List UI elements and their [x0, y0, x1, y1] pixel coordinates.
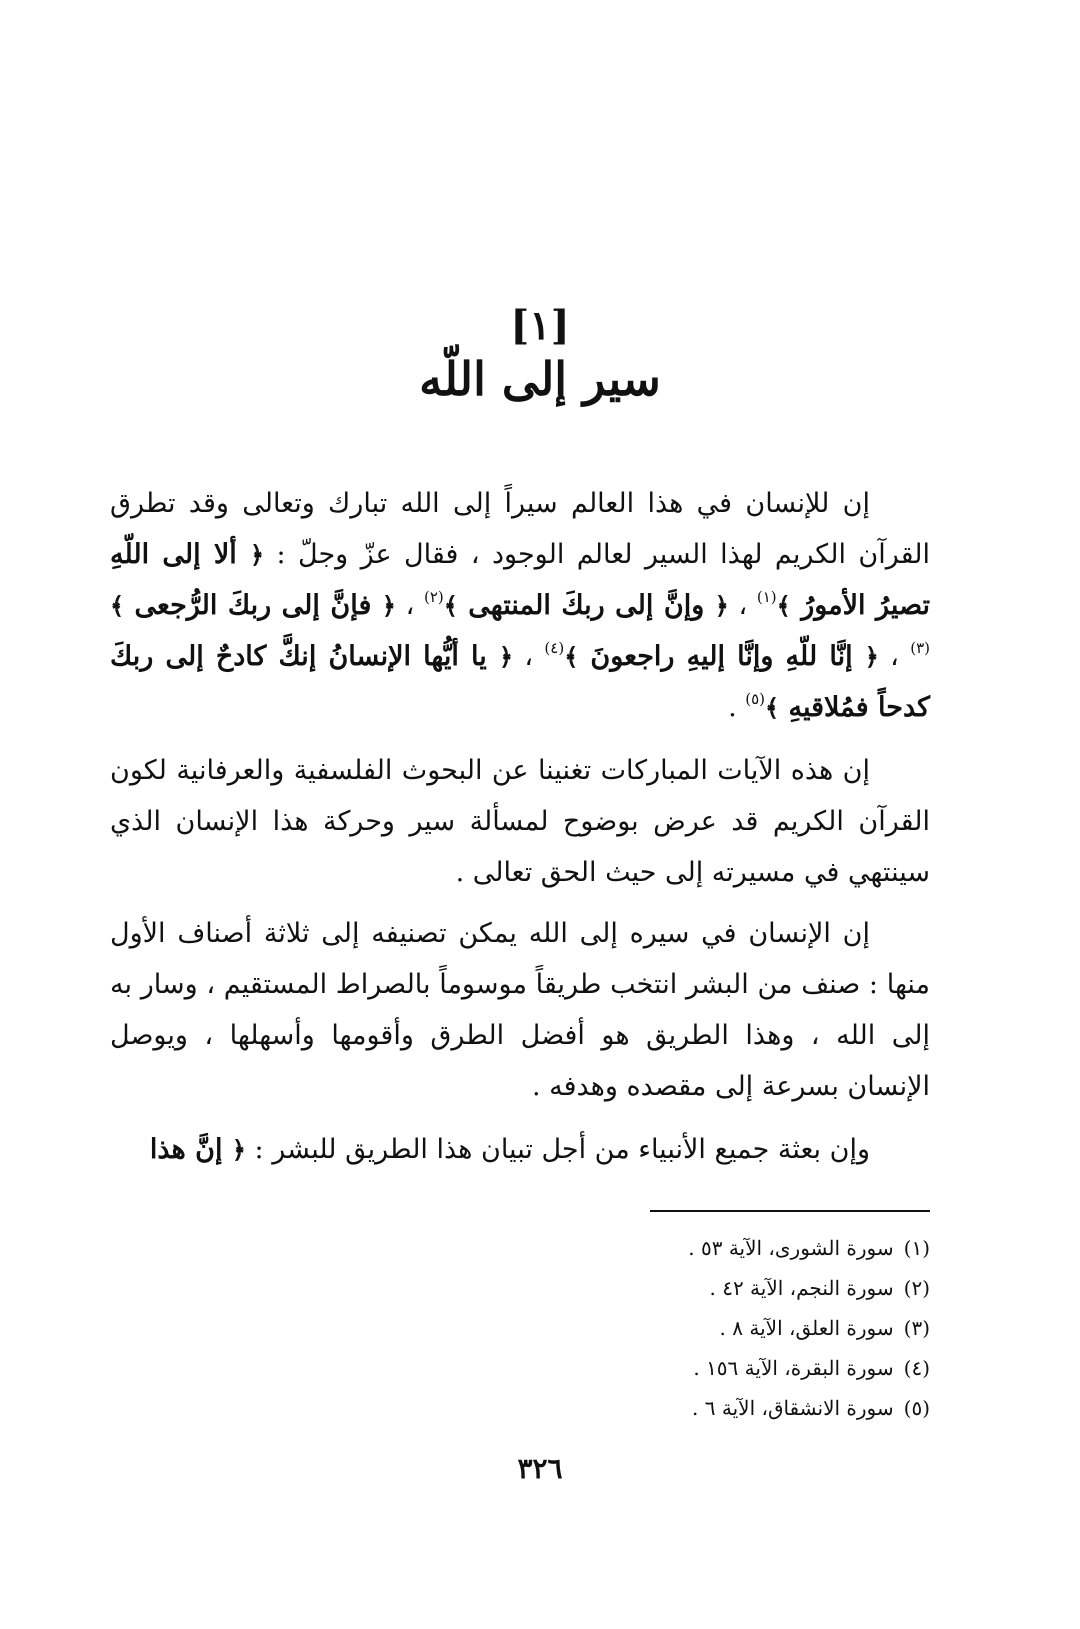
- paragraph-end: .: [728, 692, 746, 723]
- quran-open-bracket: ﴿: [498, 642, 513, 671]
- page-number: ٣٢٦: [517, 1452, 563, 1485]
- footnote-number: (٣): [903, 1316, 930, 1340]
- separator: ،: [513, 641, 545, 672]
- paragraph-3: إن الإنسان في سيره إلى الله يمكن تصنيفه إلى ثلاثة أصناف الأول منها : صنف من البشر انتخب طريقاً موسوماً بالصراط المستقيم ، وسار به إلى الله ، وهذا الطريق هو أفضل الطرق وأقومها وأسهلها ، ويوصل الإنسان بسرعة إلى مقصده وهدفه .: [110, 918, 930, 1102]
- quran-open-bracket: ﴿: [381, 591, 396, 620]
- quran-verse: يا أيُّها الإنسانُ إنكَّ كادحٌ إلى ربكَ كدحاً فمُلاقيهِ: [110, 641, 930, 723]
- paragraph-text: وإن بعثة جميع الأنبياء من أجل تبيان هذا الطريق للبشر :: [245, 1134, 870, 1165]
- footnote-ref: (١): [756, 588, 777, 606]
- chapter-title: سير إلى اللّه: [419, 352, 661, 406]
- quran-open-bracket: ﴿: [864, 642, 879, 671]
- quran-close-bracket: ﴾: [564, 642, 579, 671]
- paragraph-text: إن للإنسان في هذا العالم سيراً إلى الله تبارك وتعالى وقد تطرق القرآن الكريم لهذا السير لعالم الوجود ، فقال عزّ وجلّ :: [110, 488, 930, 570]
- footnote-divider: [650, 1210, 930, 1212]
- footnote-text: سورة البقرة، الآية ١٥٦ .: [693, 1356, 894, 1380]
- separator: ،: [728, 590, 757, 621]
- quran-verse: وإنَّ إلى ربكَ المنتهى: [457, 590, 715, 621]
- separator: ،: [395, 590, 424, 621]
- footnote-ref: (٣): [910, 639, 930, 657]
- footnotes: [430, 1228, 930, 1428]
- quran-verse: إنَّ هذا: [149, 1134, 232, 1165]
- footnote-number: (٥): [903, 1396, 930, 1420]
- separator: ،: [878, 641, 911, 672]
- footnote-text: سورة العلق، الآية ٨ .: [719, 1316, 894, 1340]
- chapter-number: [١]: [510, 302, 570, 349]
- footnote: [430, 1308, 930, 1348]
- quran-open-bracket: ﴿: [250, 540, 265, 569]
- quran-verse: إنَّا للّهِ وإنَّا إليهِ راجعونَ: [578, 641, 865, 672]
- footnote-text: سورة الانشقاق، الآية ٦ .: [692, 1396, 894, 1420]
- footnote: [430, 1228, 930, 1268]
- quran-close-bracket: ﴾: [765, 693, 780, 722]
- footnote-ref: (٢): [423, 588, 444, 606]
- footnote: [430, 1348, 930, 1388]
- quran-close-bracket: ﴾: [443, 591, 458, 620]
- footnote: [430, 1268, 930, 1308]
- paragraph-1: [110, 478, 930, 733]
- quran-verse: فإنَّ إلى ربكَ الرُّجعى: [124, 590, 382, 621]
- paragraph-2: إن هذه الآيات المباركات تغنينا عن البحوث الفلسفية والعرفانية لكون القرآن الكريم قد عرض بوضوح لمسألة سير وحركة هذا الإنسان الذي سينتهي في مسيرته إلى حيث الحق تعالى .: [110, 755, 930, 888]
- main-text: [110, 478, 930, 1187]
- footnote-number: (١): [903, 1236, 930, 1260]
- footnote-number: (٤): [903, 1356, 930, 1380]
- footnote-ref: (٤): [544, 639, 565, 657]
- quran-close-bracket: ﴾: [776, 591, 791, 620]
- quran-open-bracket: ﴿: [714, 591, 729, 620]
- footnote-text: سورة الشورى، الآية ٥٣ .: [688, 1236, 894, 1260]
- footnote-text: سورة النجم، الآية ٤٢ .: [709, 1276, 894, 1300]
- quran-open-bracket: ﴿: [231, 1135, 246, 1164]
- quran-close-bracket: ﴾: [110, 591, 125, 620]
- footnote-number: (٢): [903, 1276, 930, 1300]
- footnote: [430, 1388, 930, 1428]
- footnote-ref: (٥): [745, 690, 766, 708]
- paragraph-4: [110, 1124, 930, 1175]
- quran-verse: ألا إلى اللّهِ تصيرُ الأمورُ: [110, 539, 930, 621]
